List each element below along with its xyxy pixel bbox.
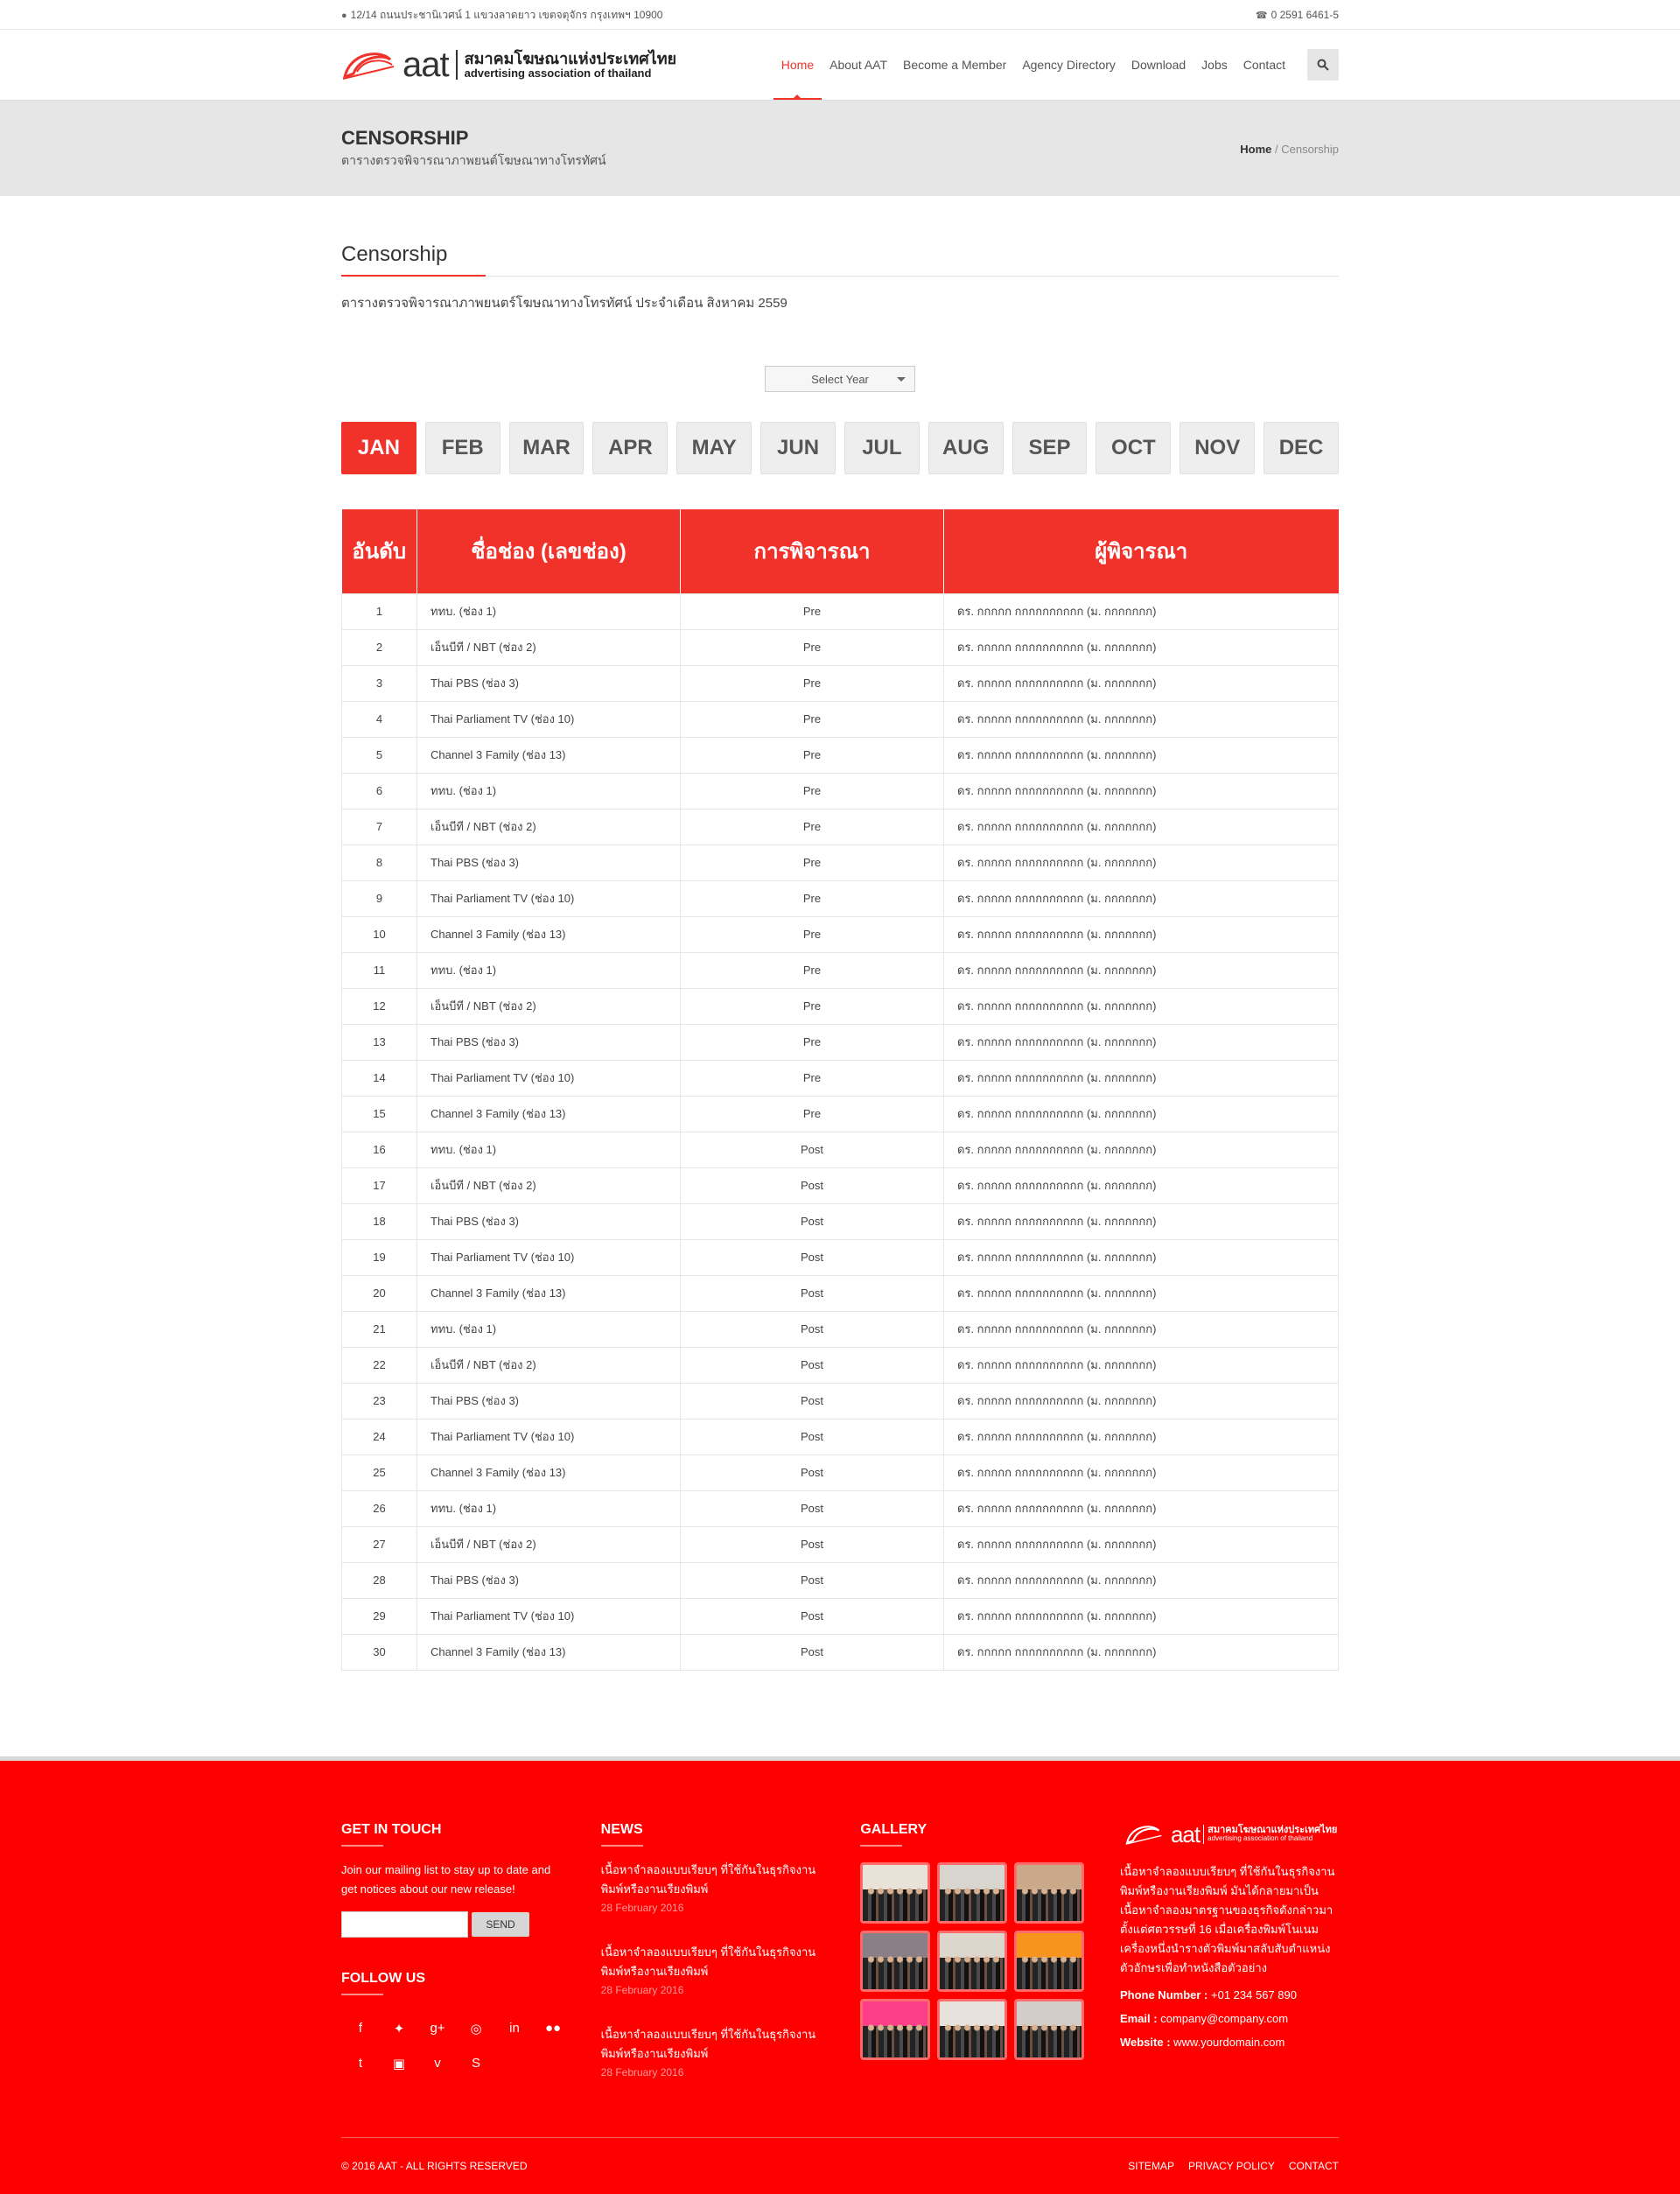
contact-website — [1120, 2036, 1339, 2049]
table-row — [342, 845, 1339, 880]
table-row — [342, 593, 1339, 629]
table-body — [342, 593, 1339, 1670]
cell-review-type: Pre — [681, 701, 944, 737]
news-item-date: 28 February 2016 — [600, 1983, 684, 1996]
cell-reviewer: ดร. กกกกก กกกกกกกกกก (ม. กกกกกกก) — [944, 880, 1339, 916]
gallery-thumbnail[interactable] — [1014, 1862, 1084, 1924]
table-row — [342, 629, 1339, 665]
google-plus-icon[interactable]: g+ — [430, 2021, 445, 2036]
contact-phone-value: +01 234 567 890 — [1211, 1987, 1297, 2001]
cell-channel: Thai PBS (ช่อง 3) — [417, 1383, 681, 1419]
linkedin-icon[interactable]: in — [509, 2021, 520, 2036]
facebook-icon[interactable]: f — [358, 2021, 363, 2036]
gallery-thumbnail[interactable] — [860, 1931, 930, 1992]
cell-channel: Channel 3 Family (ช่อง 13) — [417, 1275, 681, 1311]
cell-reviewer: ดร. กกกกก กกกกกกกกกก (ม. กกกกกกก) — [944, 988, 1339, 1024]
cell-channel: เอ็นบีที / NBT (ช่อง 2) — [417, 1526, 681, 1562]
cell-reviewer: ดร. กกกกก กกกกกกกกกก (ม. กกกกกกก) — [944, 1132, 1339, 1167]
month-tab-sep[interactable]: SEP — [1012, 422, 1088, 474]
gallery-photo-faces — [866, 1954, 924, 1965]
gallery-photo-faces — [943, 1886, 1001, 1896]
cell-channel: Thai PBS (ช่อง 3) — [417, 845, 681, 880]
table-row — [342, 1562, 1339, 1598]
address-text: 12/14 ถนนประชานิเวศน์ 1 แขวงลาดยาว เขตจตุจักร กรุงเทพฯ 10900 — [350, 8, 663, 21]
cell-review-type: Pre — [681, 809, 944, 845]
cell-rank: 1 — [342, 593, 417, 629]
nav-become-member[interactable]: Become a Member — [903, 58, 1007, 72]
cell-review-type: Pre — [681, 773, 944, 809]
month-tab-nov[interactable]: NOV — [1180, 422, 1255, 474]
follow-us-title: FOLLOW US — [341, 1971, 560, 1995]
contact-website-label: Website : — [1119, 2035, 1171, 2049]
footer-news — [601, 1822, 820, 2137]
contact-phone — [1120, 1988, 1339, 2001]
cell-review-type: Post — [681, 1239, 944, 1275]
cell-channel: Thai Parliament TV (ช่อง 10) — [417, 701, 681, 737]
cell-review-type: Post — [681, 1419, 944, 1454]
cell-channel: Channel 3 Family (ช่อง 13) — [417, 1454, 681, 1490]
breadcrumb-current: Censorship — [1281, 142, 1339, 156]
table-row — [342, 665, 1339, 701]
gallery-photo-faces — [1020, 1886, 1078, 1896]
gallery-thumbnail[interactable] — [937, 1999, 1007, 2060]
cell-reviewer: ดร. กกกกก กกกกกกกกกก (ม. กกกกกกก) — [944, 1562, 1339, 1598]
social-icons — [341, 2020, 560, 2072]
cell-rank: 28 — [342, 1562, 417, 1598]
cell-rank: 29 — [342, 1598, 417, 1634]
news-item-date: 28 February 2016 — [600, 1901, 684, 1914]
logo-aat-text: aat — [402, 46, 449, 84]
logo-thai-name: สมาคมโฆษณาแห่งประเทศไทย — [464, 49, 677, 67]
footer-bottom — [341, 2137, 1339, 2194]
cell-channel: ททบ. (ช่อง 1) — [417, 593, 681, 629]
table-row — [342, 1024, 1339, 1060]
table-row — [342, 1167, 1339, 1203]
gallery-photo-faces — [1020, 2022, 1078, 2033]
cell-rank: 12 — [342, 988, 417, 1024]
nav-agency-directory[interactable]: Agency Directory — [1022, 58, 1116, 72]
cell-reviewer: ดร. กกกกก กกกกกกกกกก (ม. กกกกกกก) — [944, 809, 1339, 845]
cell-reviewer: ดร. กกกกก กกกกกกกกกก (ม. กกกกกกก) — [944, 1096, 1339, 1132]
gallery-thumbnail[interactable] — [1014, 1931, 1084, 1992]
cell-rank: 2 — [342, 629, 417, 665]
map-marker-icon: ● — [341, 10, 347, 21]
cell-rank: 5 — [342, 737, 417, 773]
cell-rank: 30 — [342, 1634, 417, 1670]
gallery-photo-faces — [866, 2022, 924, 2033]
cell-rank: 18 — [342, 1203, 417, 1239]
cell-reviewer: ดร. กกกกก กกกกกกกกกก (ม. กกกกกกก) — [944, 1239, 1339, 1275]
get-in-touch-title: GET IN TOUCH — [341, 1822, 560, 1847]
cell-review-type: Post — [681, 1383, 944, 1419]
phone-text: 0 2591 6461-5 — [1270, 9, 1339, 21]
cell-review-type: Post — [681, 1132, 944, 1167]
cell-review-type: Post — [681, 1490, 944, 1526]
cell-reviewer: ดร. กกกกก กกกกกกกกกก (ม. กกกกกกก) — [944, 701, 1339, 737]
cell-reviewer: ดร. กกกกก กกกกกกกกกก (ม. กกกกกกก) — [944, 629, 1339, 665]
gallery-photo-faces — [1020, 1954, 1078, 1965]
footer-link-sitemap[interactable]: SITEMAP — [1128, 2159, 1174, 2172]
cell-reviewer: ดร. กกกกก กกกกกกกกกก (ม. กกกกกกก) — [944, 1490, 1339, 1526]
month-tab-jan[interactable]: JAN — [341, 422, 416, 474]
table-row — [342, 1203, 1339, 1239]
nav-download[interactable]: Download — [1130, 58, 1186, 72]
cell-rank: 11 — [342, 952, 417, 988]
header — [0, 30, 1680, 100]
table-row — [342, 1598, 1339, 1634]
gallery-title: GALLERY — [860, 1822, 1079, 1847]
cell-reviewer: ดร. กกกกก กกกกกกกกกก (ม. กกกกกกก) — [944, 737, 1339, 773]
cell-review-type: Post — [681, 1275, 944, 1311]
twitter-icon[interactable]: ✦ — [393, 2021, 405, 2036]
cell-channel: Thai Parliament TV (ช่อง 10) — [417, 1419, 681, 1454]
gallery-thumbnail[interactable] — [860, 1999, 930, 2060]
phone — [1256, 9, 1339, 21]
news-item — [601, 2025, 820, 2081]
caret-down-icon — [897, 377, 906, 386]
cell-channel: เอ็นบีที / NBT (ช่อง 2) — [417, 1347, 681, 1383]
table-row — [342, 1634, 1339, 1670]
cell-rank: 20 — [342, 1275, 417, 1311]
footer-get-in-touch — [341, 1822, 560, 2137]
cell-rank: 15 — [342, 1096, 417, 1132]
cell-channel: Channel 3 Family (ช่อง 13) — [417, 737, 681, 773]
cell-rank: 26 — [342, 1490, 417, 1526]
month-tab-oct[interactable]: OCT — [1096, 422, 1171, 474]
cell-reviewer: ดร. กกกกก กกกกกกกกกก (ม. กกกกกกก) — [944, 1275, 1339, 1311]
cell-review-type: Post — [681, 1634, 944, 1670]
cell-channel: Thai Parliament TV (ช่อง 10) — [417, 880, 681, 916]
month-tab-jul[interactable]: JUL — [844, 422, 920, 474]
logo-divider — [456, 50, 458, 80]
footer-logo-thai: สมาคมโฆษณาแห่งประเทศไทย — [1208, 1825, 1338, 1835]
cell-channel: เอ็นบีที / NBT (ช่อง 2) — [417, 629, 681, 665]
address — [341, 7, 662, 24]
cell-review-type: Post — [681, 1167, 944, 1203]
newsletter-email-input[interactable] — [341, 1911, 468, 1938]
newsletter-text: Join our mailing list to stay up to date and get notices about our new release! — [341, 1862, 551, 1896]
page-title-bar — [0, 100, 1680, 196]
cell-channel: เอ็นบีที / NBT (ช่อง 2) — [417, 809, 681, 845]
page-subtitle: ตารางตรวจพิจารณาภาพยนต์โฆษณาทางโทรทัศน์ — [341, 153, 606, 167]
contact-email-label: Email : — [1119, 2011, 1158, 2025]
cell-reviewer: ดร. กกกกก กกกกกกกกกก (ม. กกกกกกก) — [944, 665, 1339, 701]
header-review-type: การพิจารณา — [681, 509, 944, 593]
month-tab-jun[interactable]: JUN — [760, 422, 836, 474]
cell-channel: Thai Parliament TV (ช่อง 10) — [417, 1239, 681, 1275]
table-row — [342, 1526, 1339, 1562]
cell-channel: ททบ. (ช่อง 1) — [417, 952, 681, 988]
top-bar — [0, 0, 1680, 30]
main-nav — [774, 30, 1339, 100]
page-title: CENSORSHIP — [341, 127, 469, 149]
cell-channel: Channel 3 Family (ช่อง 13) — [417, 916, 681, 952]
month-tab-may[interactable]: MAY — [676, 422, 752, 474]
cell-channel: Channel 3 Family (ช่อง 13) — [417, 1634, 681, 1670]
table-row — [342, 1383, 1339, 1419]
cell-review-type: Pre — [681, 952, 944, 988]
flickr-icon[interactable]: ●● — [544, 2021, 562, 2036]
table-row — [342, 1132, 1339, 1167]
cell-review-type: Post — [681, 1562, 944, 1598]
search-button[interactable] — [1307, 49, 1339, 81]
cell-review-type: Post — [681, 1311, 944, 1347]
month-tab-aug[interactable]: AUG — [928, 422, 1004, 474]
table-header-row — [342, 509, 1339, 593]
table-row — [342, 880, 1339, 916]
cell-reviewer: ดร. กกกกก กกกกกกกกกก (ม. กกกกกกก) — [944, 1311, 1339, 1347]
copyright: © 2016 AAT - ALL RIGHTS RESERVED — [341, 2159, 528, 2172]
gallery-photo-faces — [943, 1954, 1001, 1965]
cell-rank: 25 — [342, 1454, 417, 1490]
cell-channel: Thai PBS (ช่อง 3) — [417, 1562, 681, 1598]
nav-about-aat[interactable]: About AAT — [830, 58, 888, 72]
cell-rank: 10 — [342, 916, 417, 952]
header-channel: ชื่อช่อง (เลขช่อง) — [417, 509, 681, 593]
gallery-thumbnail[interactable] — [937, 1862, 1007, 1924]
cell-channel: Thai PBS (ช่อง 3) — [417, 665, 681, 701]
cell-channel: ททบ. (ช่อง 1) — [417, 1132, 681, 1167]
table-row — [342, 1311, 1339, 1347]
cell-review-type: Pre — [681, 1060, 944, 1096]
breadcrumb-separator: / — [1274, 142, 1278, 156]
cell-review-type: Pre — [681, 988, 944, 1024]
cell-rank: 4 — [342, 701, 417, 737]
news-item — [601, 1943, 820, 1999]
table-row — [342, 737, 1339, 773]
cell-rank: 16 — [342, 1132, 417, 1167]
month-tab-mar[interactable]: MAR — [509, 422, 584, 474]
gallery-photo-faces — [866, 1886, 924, 1896]
cell-rank: 17 — [342, 1167, 417, 1203]
footer — [0, 1756, 1680, 2194]
nav-jobs[interactable]: Jobs — [1201, 58, 1228, 72]
footer-link-contact[interactable]: CONTACT — [1288, 2159, 1339, 2172]
news-title: NEWS — [601, 1822, 820, 1847]
cell-review-type: Pre — [681, 665, 944, 701]
footer-about — [1120, 1822, 1339, 2137]
footer-link-privacy[interactable]: PRIVACY POLICY — [1187, 2159, 1275, 2172]
cell-reviewer: ดร. กกกกก กกกกกกกกกก (ม. กกกกกกก) — [944, 952, 1339, 988]
table-row — [342, 1454, 1339, 1490]
about-text: เนื้อหาจำลองแบบเรียบๆ ที่ใช้กันในธุรกิจงานพิมพ์หรืองานเรียงพิมพ์ มันได้กลายมาเป็นเนื้อหาจำลองมาตรฐานของธุรกิจดังกล่าวมาตั้งแต่ศตวรรษที่ 16 เมื่อเครื่องพิมพ์โนเนมเครื่องหนึ่งนำรางตัวพิมพ์มาสลับสับตำแหน่งตัวอักษรเพื่อทำหนังสือตัวอย่าง — [1119, 1864, 1335, 1974]
select-year-dropdown[interactable] — [765, 366, 915, 392]
breadcrumb-home[interactable]: Home — [1240, 142, 1272, 156]
cell-reviewer: ดร. กกกกก กกกกกกกกกก (ม. กกกกกกก) — [944, 1598, 1339, 1634]
breadcrumb — [1240, 143, 1339, 156]
cell-channel: ททบ. (ช่อง 1) — [417, 1311, 681, 1347]
cell-channel: ททบ. (ช่อง 1) — [417, 773, 681, 809]
table-row — [342, 988, 1339, 1024]
instagram-icon[interactable]: ▣ — [392, 2056, 406, 2071]
gallery-thumbnail[interactable] — [860, 1862, 930, 1924]
table-row — [342, 773, 1339, 809]
cell-reviewer: ดร. กกกกก กกกกกกกกกก (ม. กกกกกกก) — [944, 1203, 1339, 1239]
table-row — [342, 809, 1339, 845]
cell-reviewer: ดร. กกกกก กกกกกกกกกก (ม. กกกกกกก) — [944, 1383, 1339, 1419]
month-tab-feb[interactable]: FEB — [425, 422, 500, 474]
cell-review-type: Pre — [681, 916, 944, 952]
table-row — [342, 1275, 1339, 1311]
cell-rank: 27 — [342, 1526, 417, 1562]
footer-gallery — [860, 1822, 1079, 2137]
section-title: Censorship — [341, 242, 1339, 277]
news-item — [601, 1861, 820, 1917]
site-logo[interactable] — [341, 47, 676, 82]
footer-logo-aat: aat — [1170, 1820, 1200, 1847]
contact-website-value[interactable]: www.yourdomain.com — [1173, 2035, 1285, 2049]
cell-review-type: Post — [681, 1526, 944, 1562]
cell-reviewer: ดร. กกกกก กกกกกกกกกก (ม. กกกกกกก) — [944, 1167, 1339, 1203]
cell-review-type: Pre — [681, 1024, 944, 1060]
cell-reviewer: ดร. กกกกก กกกกกกกกกก (ม. กกกกกกก) — [944, 916, 1339, 952]
section-description: ตารางตรวจพิจารณาภาพยนตร์โฆษณาทางโทรทัศน์ ประจำเดือน สิงหาคม 2559 — [341, 296, 788, 311]
cell-review-type: Pre — [681, 880, 944, 916]
cell-reviewer: ดร. กกกกก กกกกกกกกกก (ม. กกกกกกก) — [944, 845, 1339, 880]
cell-rank: 22 — [342, 1347, 417, 1383]
tumblr-icon[interactable]: t — [358, 2056, 363, 2071]
cell-reviewer: ดร. กกกกก กกกกกกกกกก (ม. กกกกกกก) — [944, 773, 1339, 809]
cell-review-type: Post — [681, 1347, 944, 1383]
logo-english-name: advertising association of thailand — [464, 66, 652, 80]
footer-logo-english: advertising association of thailand — [1208, 1834, 1313, 1842]
news-item-link[interactable]: เนื้อหาจำลองแบบเรียบๆ ที่ใช้กันในธุรกิจงานพิมพ์หรืองานเรียงพิมพ์ — [600, 1945, 816, 1978]
cell-channel: Thai Parliament TV (ช่อง 10) — [417, 1060, 681, 1096]
cell-reviewer: ดร. กกกกก กกกกกกกกกก (ม. กกกกกกก) — [944, 1347, 1339, 1383]
nav-home[interactable]: Home — [774, 30, 822, 100]
cell-rank: 9 — [342, 880, 417, 916]
censorship-table — [341, 509, 1339, 1671]
cell-rank: 21 — [342, 1311, 417, 1347]
cell-review-type: Pre — [681, 737, 944, 773]
cell-review-type: Pre — [681, 629, 944, 665]
send-button[interactable]: SEND — [472, 1912, 529, 1937]
select-year-label: Select Year — [811, 372, 869, 386]
cell-reviewer: ดร. กกกกก กกกกกกกกกก (ม. กกกกกกก) — [944, 1419, 1339, 1454]
table-row — [342, 701, 1339, 737]
cell-channel: Thai Parliament TV (ช่อง 10) — [417, 1598, 681, 1634]
contact-email-value[interactable]: company@company.com — [1160, 2011, 1289, 2025]
logo-text — [465, 51, 677, 80]
cell-reviewer: ดร. กกกกก กกกกกกกกกก (ม. กกกกกกก) — [944, 593, 1339, 629]
month-tab-dec[interactable]: DEC — [1264, 422, 1339, 474]
news-item-link[interactable]: เนื้อหาจำลองแบบเรียบๆ ที่ใช้กันในธุรกิจงานพิมพ์หรืองานเรียงพิมพ์ — [600, 2027, 816, 2060]
header-rank: อันดับ — [342, 509, 417, 593]
contact-email — [1120, 2012, 1339, 2025]
table-row — [342, 1096, 1339, 1132]
gallery-grid — [860, 1862, 1079, 2060]
cell-channel: Thai PBS (ช่อง 3) — [417, 1024, 681, 1060]
cell-rank: 7 — [342, 809, 417, 845]
cell-rank: 6 — [342, 773, 417, 809]
cell-rank: 14 — [342, 1060, 417, 1096]
cell-reviewer: ดร. กกกกก กกกกกกกกกก (ม. กกกกกกก) — [944, 1024, 1339, 1060]
cell-review-type: Post — [681, 1598, 944, 1634]
cell-rank: 23 — [342, 1383, 417, 1419]
month-tabs — [341, 422, 1339, 474]
main-content — [0, 196, 1680, 1671]
cell-review-type: Pre — [681, 593, 944, 629]
cell-reviewer: ดร. กกกกก กกกกกกกกกก (ม. กกกกกกก) — [944, 1634, 1339, 1670]
table-row — [342, 916, 1339, 952]
footer-links — [1128, 2160, 1339, 2172]
dribbble-icon[interactable]: ◎ — [470, 2021, 482, 2036]
cell-rank: 13 — [342, 1024, 417, 1060]
footer-logo-divider — [1203, 1825, 1204, 1844]
month-tab-apr[interactable]: APR — [592, 422, 668, 474]
contact-phone-label: Phone Number : — [1119, 1987, 1208, 2001]
gallery-photo-faces — [943, 2022, 1001, 2033]
logo-swirl-icon — [341, 47, 396, 82]
search-icon — [1317, 59, 1329, 71]
cell-channel: ททบ. (ช่อง 1) — [417, 1490, 681, 1526]
cell-channel: เอ็นบีที / NBT (ช่อง 2) — [417, 1167, 681, 1203]
table-row — [342, 1419, 1339, 1454]
news-item-link[interactable]: เนื้อหาจำลองแบบเรียบๆ ที่ใช้กันในธุรกิจงานพิมพ์หรืองานเรียงพิมพ์ — [600, 1862, 816, 1896]
cell-rank: 3 — [342, 665, 417, 701]
footer-logo[interactable] — [1120, 1822, 1339, 1847]
cell-rank: 24 — [342, 1419, 417, 1454]
cell-review-type: Post — [681, 1203, 944, 1239]
table-row — [342, 1239, 1339, 1275]
cell-channel: Channel 3 Family (ช่อง 13) — [417, 1096, 681, 1132]
logo-swirl-icon — [1120, 1822, 1167, 1847]
cell-review-type: Pre — [681, 1096, 944, 1132]
news-item-date: 28 February 2016 — [600, 2065, 684, 2078]
cell-reviewer: ดร. กกกกก กกกกกกกกกก (ม. กกกกกกก) — [944, 1526, 1339, 1562]
cell-rank: 19 — [342, 1239, 417, 1275]
table-row — [342, 1347, 1339, 1383]
gallery-thumbnail[interactable] — [937, 1931, 1007, 1992]
cell-reviewer: ดร. กกกกก กกกกกกกกกก (ม. กกกกกกก) — [944, 1060, 1339, 1096]
cell-channel: เอ็นบีที / NBT (ช่อง 2) — [417, 988, 681, 1024]
table-row — [342, 952, 1339, 988]
nav-contact[interactable]: Contact — [1242, 58, 1285, 72]
cell-rank: 8 — [342, 845, 417, 880]
cell-review-type: Pre — [681, 845, 944, 880]
phone-icon: ☎ — [1255, 11, 1268, 21]
cell-channel: Thai PBS (ช่อง 3) — [417, 1203, 681, 1239]
table-row — [342, 1060, 1339, 1096]
table-row — [342, 1490, 1339, 1526]
skype-icon[interactable]: S — [471, 2056, 480, 2071]
vimeo-icon[interactable]: v — [434, 2056, 441, 2071]
cell-review-type: Post — [681, 1454, 944, 1490]
cell-reviewer: ดร. กกกกก กกกกกกกกกก (ม. กกกกกกก) — [944, 1454, 1339, 1490]
gallery-thumbnail[interactable] — [1014, 1999, 1084, 2060]
header-reviewer: ผู้พิจารณา — [944, 509, 1339, 593]
